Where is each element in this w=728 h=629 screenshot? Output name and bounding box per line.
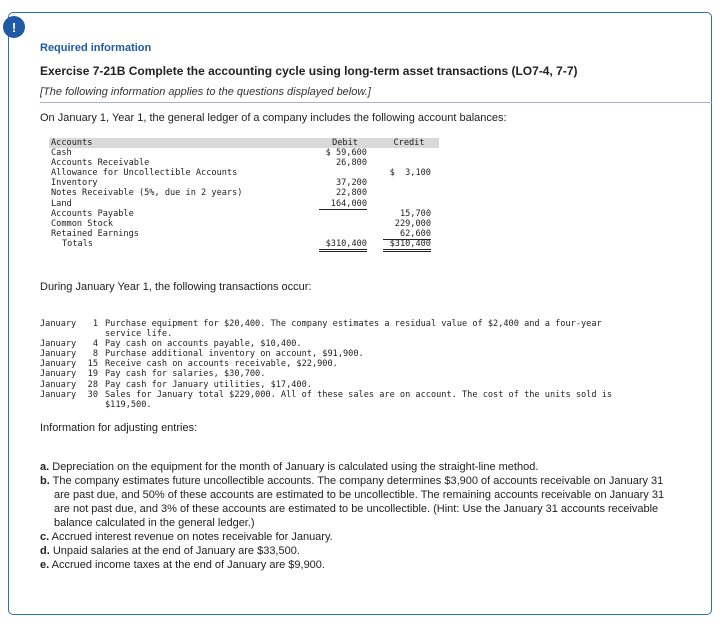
debit-value: 37,200 xyxy=(335,178,367,189)
transaction-day: 30 xyxy=(87,389,98,400)
account-name: Retained Earnings xyxy=(51,228,139,239)
transaction-text: Sales for January total $229,000. All of these sales are on account. The cost of the units sold is $119,500. xyxy=(105,389,613,410)
adjustment-text: The company estimates future uncollectible accounts. The company determines $3,900 of accounts receivable on January 31 are past due, and 50% of these accounts are estimated to be uncollectible. The remaining accounts receivable on January 31 are not past due, and 3% of these accounts are estimated to be uncollectible. (Hint: Use the January 31 accounts receivable balance calculated in the general ledger.) xyxy=(52,475,665,529)
applies-note: [The following information applies to the questions displayed below.] xyxy=(40,86,371,98)
adjustment-letter: c. xyxy=(40,531,50,543)
account-name: Common Stock xyxy=(51,218,114,229)
adjustment-letter: e. xyxy=(40,559,50,571)
adjustment-letter: b. xyxy=(40,475,50,487)
exclamation-icon: ! xyxy=(3,16,25,38)
transaction-item xyxy=(40,349,700,359)
debit-value: 22,800 xyxy=(335,188,367,199)
transaction-item xyxy=(40,319,700,339)
ledger-row xyxy=(49,209,439,219)
adjustment-letter: d. xyxy=(40,545,50,557)
debit-value: $ 59,600 xyxy=(325,148,367,159)
account-name: Cash xyxy=(51,148,72,159)
ledger-row xyxy=(49,178,439,188)
account-name: Allowance for Uncollectible Accounts xyxy=(51,168,238,179)
adjustments-list xyxy=(40,460,670,572)
transactions-list xyxy=(40,319,700,410)
account-name: Accounts Payable xyxy=(51,208,134,219)
adjustment-text: Accrued interest revenue on notes receivable for January. xyxy=(51,531,333,543)
transactions-intro: During January Year 1, the following transactions occur: xyxy=(40,281,312,293)
ledger-totals-row xyxy=(49,239,439,249)
transaction-item xyxy=(40,369,700,379)
transaction-text: Purchase additional inventory on account, $91,900. xyxy=(105,349,364,360)
credit-value: 15,700 xyxy=(399,208,431,219)
ledger-row xyxy=(49,148,439,158)
adjusting-info-label: Information for adjusting entries: xyxy=(40,422,198,434)
credit-value: $ 3,100 xyxy=(389,168,431,179)
transaction-item xyxy=(40,390,700,410)
transaction-item xyxy=(40,380,700,390)
credit-value: 229,000 xyxy=(394,218,431,229)
ledger-header-row xyxy=(49,138,439,148)
account-name: Accounts Receivable xyxy=(51,158,150,169)
transaction-text: Pay cash on accounts payable, $10,400. xyxy=(105,339,302,350)
transaction-day: 19 xyxy=(87,369,98,380)
transaction-month: January xyxy=(40,389,77,400)
transaction-text: Pay cash for January utilities, $17,400. xyxy=(105,379,312,390)
adjustment-item xyxy=(40,474,670,530)
debit-total: $310,400 xyxy=(319,239,367,252)
adjustment-item xyxy=(40,460,670,474)
account-name: Inventory xyxy=(51,178,98,189)
account-name: Land xyxy=(51,198,72,209)
transaction-text: Pay cash for salaries, $30,700. xyxy=(105,369,266,380)
transaction-month: January xyxy=(40,359,77,370)
adjustment-letter: a. xyxy=(40,461,50,473)
transaction-text: Purchase equipment for $20,400. The company estimates a residual value of $2,400 and a four-year service life. xyxy=(105,319,602,340)
transaction-month: January xyxy=(40,319,77,329)
transaction-month: January xyxy=(40,369,77,380)
adjustment-text: Accrued income taxes at the end of January are $9,900. xyxy=(51,559,325,571)
transaction-item xyxy=(40,339,700,349)
ledger-row xyxy=(49,168,439,178)
credit-total: $310,400 xyxy=(383,239,431,252)
transaction-day: 15 xyxy=(87,359,98,370)
adjustment-item xyxy=(40,544,670,558)
debit-value: 164,000 xyxy=(319,199,367,210)
transaction-month: January xyxy=(40,339,77,350)
adjustment-text: Depreciation on the equipment for the month of January is calculated using the straight-line method. xyxy=(52,461,539,473)
divider xyxy=(40,102,712,103)
transaction-day: 28 xyxy=(87,379,98,390)
intro-text: On January 1, Year 1, the general ledger of a company includes the following account balances: xyxy=(40,112,507,124)
exercise-title: Exercise 7-21B Complete the accounting cycle using long-term asset transactions (LO7-4, 7-7) xyxy=(40,64,578,78)
ledger-row xyxy=(49,188,439,198)
header-credit: Credit xyxy=(393,138,425,148)
transaction-text: Receive cash on accounts receivable, $22,900. xyxy=(105,359,338,370)
required-information-label: Required information xyxy=(40,42,152,54)
transaction-day: 4 xyxy=(92,339,98,350)
header-debit: Debit xyxy=(332,138,358,148)
debit-value: 26,800 xyxy=(335,158,367,169)
header-accounts: Accounts xyxy=(51,138,93,148)
transaction-item xyxy=(40,359,700,369)
account-name: Notes Receivable (5%, due in 2 years) xyxy=(51,188,243,199)
ledger-row xyxy=(49,229,439,239)
adjustment-text: Unpaid salaries at the end of January are $33,500. xyxy=(52,545,300,557)
transaction-day: 1 xyxy=(92,319,98,329)
adjustment-item xyxy=(40,558,670,572)
transaction-day: 8 xyxy=(92,349,98,360)
ledger-table xyxy=(49,138,439,249)
transaction-month: January xyxy=(40,349,77,360)
transaction-month: January xyxy=(40,379,77,390)
ledger-row xyxy=(49,199,439,209)
totals-label: Totals xyxy=(62,238,94,249)
adjustment-item xyxy=(40,530,670,544)
credit-value: 62,600 xyxy=(383,229,431,240)
ledger-row xyxy=(49,219,439,229)
ledger-row xyxy=(49,158,439,168)
